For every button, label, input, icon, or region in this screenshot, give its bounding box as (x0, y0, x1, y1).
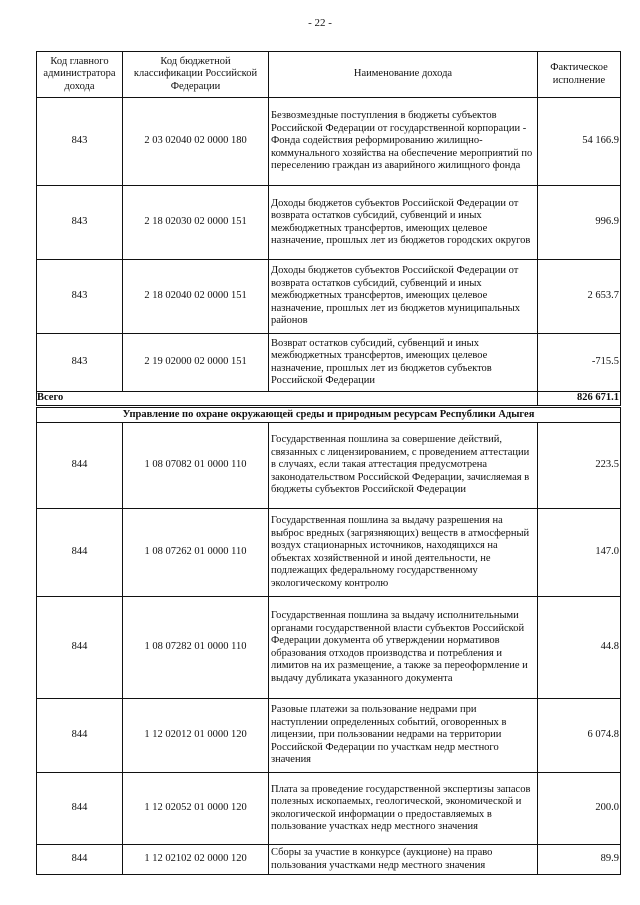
amount-cell: 200.0 (538, 773, 621, 845)
revenue-table (36, 51, 621, 875)
income-name-cell: Сборы за участие в конкурсе (аукционе) на право пользования участками недр местного значения (269, 845, 538, 875)
total-row (37, 392, 621, 407)
budget-code-cell: 1 08 07082 01 0000 110 (123, 423, 269, 509)
table-row (37, 334, 621, 392)
admin-code-cell: 843 (37, 98, 123, 186)
amount-cell: 89.9 (538, 845, 621, 875)
income-name-cell: Возврат остатков субсидий, субвенций и иных межбюджетных трансфертов, имеющих целевое назначение, прошлых лет из бюджетов субъектов Российской Федерации (269, 334, 538, 392)
amount-cell: -715.5 (538, 334, 621, 392)
table-row (37, 509, 621, 597)
table-body (37, 98, 621, 875)
income-name-cell: Государственная пошлина за совершение действий, связанных с лицензированием, с проведением аттестации в случаях, если такая аттестация предусмотрена законодательством Российской Федерации, зачисляемая в бюджеты субъектов Российской Федерации (269, 423, 538, 509)
header-admin-code: Код главного администратора дохода (37, 52, 123, 98)
header-actual-execution: Фактическое исполнение (538, 52, 621, 98)
income-name-cell: Безвозмездные поступления в бюджеты субъектов Российской Федерации от государственной корпорации - Фонда содействия реформированию жилищно-коммунального хозяйства на обеспечение мероприятий по переселению граждан из аварийного жилищного фонда (269, 98, 538, 186)
page-number: - 22 - (308, 17, 332, 29)
section-title: Управление по охране окружающей среды и природным ресурсам Республики Адыгея (37, 407, 621, 423)
amount-cell: 996.9 (538, 186, 621, 260)
table-header-row (37, 52, 621, 98)
header-budget-code: Код бюджетной классификации Российской Федерации (123, 52, 269, 98)
table-row (37, 98, 621, 186)
header-income-name: Наименование дохода (269, 52, 538, 98)
amount-cell: 147.0 (538, 509, 621, 597)
table-row (37, 423, 621, 509)
admin-code-cell: 844 (37, 845, 123, 875)
income-name-cell: Доходы бюджетов субъектов Российской Федерации от возврата остатков субсидий, субвенций и иных межбюджетных трансфертов, имеющих целевое назначение, прошлых лет из бюджетов городских округов (269, 186, 538, 260)
income-name-cell: Государственная пошлина за выдачу исполнительными органами государственной власти субъектов Российской Федерации документа об утверждении нормативов образования отходов производства и потребления и лимитов на их размещение, а также за переоформление и выдачу дубликата указанного документа (269, 597, 538, 699)
income-name-cell: Разовые платежи за пользование недрами при наступлении определенных событий, оговоренных в лицензии, при пользовании недрами на территории Российской Федерации по участкам недр местного значения (269, 699, 538, 773)
admin-code-cell: 843 (37, 186, 123, 260)
budget-code-cell: 1 12 02102 02 0000 120 (123, 845, 269, 875)
budget-code-cell: 1 08 07282 01 0000 110 (123, 597, 269, 699)
income-name-cell: Доходы бюджетов субъектов Российской Федерации от возврата остатков субсидий, субвенций и иных межбюджетных трансфертов, имеющих целевое назначение, прошлых лет из бюджетов муниципальных районов (269, 260, 538, 334)
budget-code-cell: 2 19 02000 02 0000 151 (123, 334, 269, 392)
admin-code-cell: 844 (37, 597, 123, 699)
budget-code-cell: 2 18 02040 02 0000 151 (123, 260, 269, 334)
table-row (37, 773, 621, 845)
table-row (37, 186, 621, 260)
budget-code-cell: 2 18 02030 02 0000 151 (123, 186, 269, 260)
amount-cell: 223.5 (538, 423, 621, 509)
budget-code-cell: 1 12 02012 01 0000 120 (123, 699, 269, 773)
income-name-cell: Плата за проведение государственной экспертизы запасов полезных ископаемых, геологической, экономической и экологической информации о предоставляемых в пользование участках недр местного значения (269, 773, 538, 845)
budget-code-cell: 1 08 07262 01 0000 110 (123, 509, 269, 597)
admin-code-cell: 843 (37, 334, 123, 392)
amount-cell: 6 074.8 (538, 699, 621, 773)
budget-code-cell: 2 03 02040 02 0000 180 (123, 98, 269, 186)
amount-cell: 54 166.9 (538, 98, 621, 186)
table-row (37, 597, 621, 699)
amount-cell: 2 653.7 (538, 260, 621, 334)
section-header-row (37, 407, 621, 423)
table-row (37, 260, 621, 334)
table-row (37, 699, 621, 773)
admin-code-cell: 844 (37, 423, 123, 509)
amount-cell: 44.8 (538, 597, 621, 699)
admin-code-cell: 844 (37, 773, 123, 845)
total-amount: 826 671.1 (538, 392, 621, 407)
table-row (37, 845, 621, 875)
income-name-cell: Государственная пошлина за выдачу разрешения на выброс вредных (загрязняющих) веществ в атмосферный воздух стационарных источников, находящихся на объектах хозяйственной и иной деятельности, не подлежащих федеральному государственному экологическому контролю (269, 509, 538, 597)
admin-code-cell: 843 (37, 260, 123, 334)
admin-code-cell: 844 (37, 699, 123, 773)
total-label: Всего (37, 392, 538, 407)
admin-code-cell: 844 (37, 509, 123, 597)
budget-code-cell: 1 12 02052 01 0000 120 (123, 773, 269, 845)
